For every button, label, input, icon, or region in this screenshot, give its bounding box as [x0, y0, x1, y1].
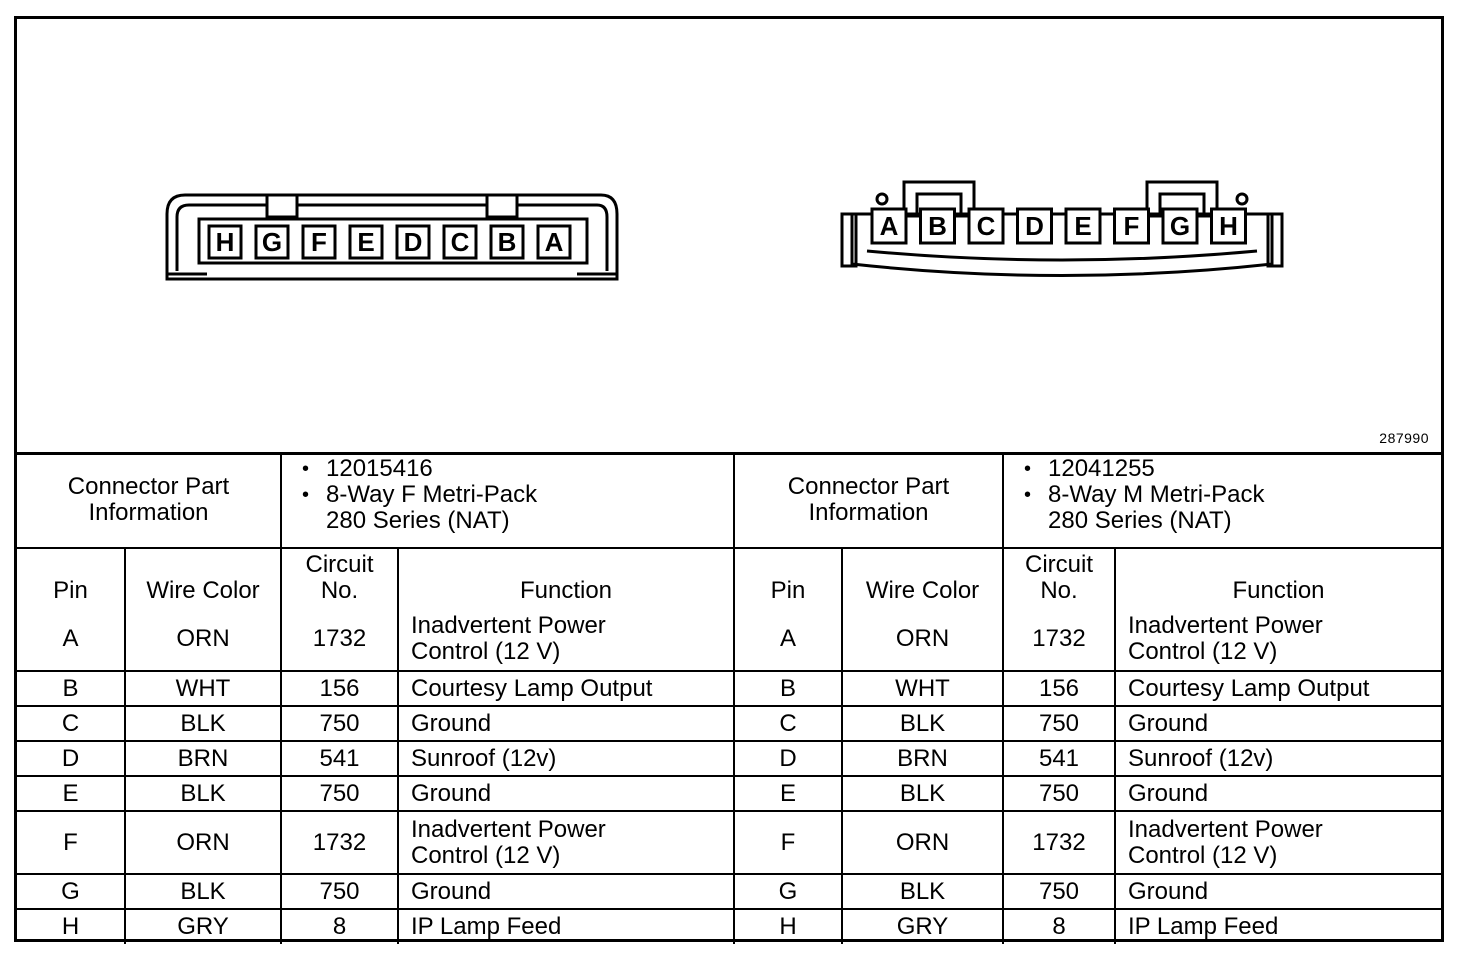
wire-color-cell: BLK: [842, 874, 1003, 909]
male-pin-label: B: [928, 211, 947, 241]
circuit-cell: 1732: [1003, 811, 1115, 874]
male-connector-shell: [852, 214, 1272, 276]
function-line1: Sunroof (12v): [411, 744, 557, 772]
pin-cell: B: [17, 671, 125, 706]
connector-drawing-area: [17, 19, 1441, 455]
male-bottom-contour: [867, 251, 1257, 260]
function-cell: [1115, 706, 1441, 741]
pin-cell: A: [734, 608, 842, 671]
pin-cell: F: [734, 811, 842, 874]
table-row: [17, 811, 1441, 874]
header-circuit-line1: Circuit: [305, 551, 374, 578]
function-cell: [398, 706, 734, 741]
connector-diagram-frame: [14, 16, 1444, 942]
function-cell: [1115, 776, 1441, 811]
function-line2: Control (12 V): [411, 638, 561, 665]
header-function: Function: [398, 548, 734, 608]
female-pin-label: H: [215, 227, 235, 257]
header-circuit-no: [1003, 548, 1115, 608]
wire-color-cell: BRN: [842, 741, 1003, 776]
function-line1: Courtesy Lamp Output: [411, 674, 653, 702]
pin-cell: C: [734, 706, 842, 741]
header-circuit-line1: Circuit: [1024, 551, 1093, 578]
header-function: Function: [1115, 548, 1441, 608]
male-rivet-left: [877, 194, 887, 204]
function-cell: [398, 741, 734, 776]
circuit-cell: 750: [281, 706, 398, 741]
circuit-cell: 156: [281, 671, 398, 706]
function-line1: Ground: [411, 779, 492, 807]
circuit-cell: 750: [1003, 874, 1115, 909]
male-rivet-right: [1237, 194, 1247, 204]
function-cell: [1115, 874, 1441, 909]
header-wire-color: Wire Color: [842, 548, 1003, 608]
wire-color-cell: ORN: [842, 811, 1003, 874]
function-line1: IP Lamp Feed: [411, 913, 562, 940]
left-part-number: • 12015416: [326, 456, 733, 482]
wire-color-cell: GRY: [125, 909, 281, 944]
function-cell: [398, 608, 734, 671]
right-description-line1: 8-Way M Metri-Pack: [1048, 481, 1265, 508]
function-line2: Control (12 V): [1128, 841, 1278, 869]
function-line2: Control (12 V): [411, 841, 561, 869]
circuit-cell: 541: [1003, 741, 1115, 776]
function-cell: [1115, 811, 1441, 874]
pinout-table: [17, 452, 1441, 944]
left-info-label-text: Connector Part Information: [67, 472, 230, 526]
wire-color-cell: BLK: [125, 874, 281, 909]
pinout-rows: [17, 608, 1441, 944]
function-cell: [1115, 909, 1441, 944]
function-line1: Sunroof (12v): [1128, 744, 1274, 772]
pin-cell: E: [734, 776, 842, 811]
male-end-right: [1268, 214, 1282, 266]
female-pin-label: E: [357, 227, 375, 257]
left-part-description: [326, 482, 733, 534]
pin-cell: G: [17, 874, 125, 909]
male-pin-label: C: [976, 211, 996, 241]
function-line1: Ground: [411, 877, 492, 905]
pin-cell: F: [17, 811, 125, 874]
header-circuit-line2: No.: [320, 577, 359, 604]
circuit-cell: 750: [1003, 706, 1115, 741]
table-row: [17, 874, 1441, 909]
male-pin-label: E: [1074, 211, 1092, 241]
female-latch-right: [487, 195, 517, 217]
function-line1: Inadvertent Power: [1128, 612, 1323, 639]
pin-cell: D: [734, 741, 842, 776]
table-row: [17, 741, 1441, 776]
circuit-cell: 8: [1003, 909, 1115, 944]
function-line1: IP Lamp Feed: [1128, 913, 1279, 940]
wire-color-cell: BLK: [125, 776, 281, 811]
right-description-line2: 280 Series (NAT): [1048, 507, 1232, 534]
function-cell: [398, 671, 734, 706]
pin-cell: D: [17, 741, 125, 776]
wire-color-cell: BRN: [125, 741, 281, 776]
left-info-label: [17, 452, 281, 548]
male-pin-label: A: [879, 211, 899, 241]
wire-color-cell: ORN: [125, 608, 281, 671]
wire-color-cell: WHT: [125, 671, 281, 706]
connector-info-row: [17, 452, 1441, 548]
table-row: [17, 671, 1441, 706]
header-pin: Pin: [734, 548, 842, 608]
function-line1: Inadvertent Power: [411, 815, 606, 843]
function-cell: [1115, 608, 1441, 671]
function-cell: [398, 776, 734, 811]
female-pin-label: G: [261, 227, 283, 257]
function-line1: Ground: [1128, 709, 1209, 737]
female-latch-left: [267, 195, 297, 217]
male-pin-label: D: [1025, 211, 1044, 241]
header-circuit-no: [281, 548, 398, 608]
function-cell: [1115, 741, 1441, 776]
column-header-row: [17, 548, 1441, 608]
right-info-label: [734, 452, 1003, 548]
right-part-info: [1003, 452, 1441, 548]
pin-cell: B: [734, 671, 842, 706]
function-cell: [398, 874, 734, 909]
pin-cell: C: [17, 706, 125, 741]
table-row: [17, 909, 1441, 944]
right-part-number: • 12041255: [1048, 456, 1441, 482]
wire-color-cell: BLK: [842, 706, 1003, 741]
right-part-description: [1048, 482, 1441, 534]
function-cell: [398, 811, 734, 874]
left-description-line1: 8-Way F Metri-Pack: [326, 481, 538, 508]
pin-cell: E: [17, 776, 125, 811]
wire-color-cell: ORN: [125, 811, 281, 874]
wire-color-cell: WHT: [842, 671, 1003, 706]
pin-cell: H: [734, 909, 842, 944]
wire-color-cell: BLK: [842, 776, 1003, 811]
header-pin: Pin: [17, 548, 125, 608]
connector-drawing: [17, 19, 1441, 452]
function-line1: Ground: [1128, 877, 1209, 905]
wire-color-cell: GRY: [842, 909, 1003, 944]
left-description-line2: 280 Series (NAT): [326, 507, 510, 534]
right-info-label-text: Connector Part Information: [787, 472, 950, 526]
male-pin-label: G: [1169, 211, 1191, 241]
table-row: [17, 706, 1441, 741]
table-row: [17, 776, 1441, 811]
pin-cell: H: [17, 909, 125, 944]
wire-color-cell: BLK: [125, 706, 281, 741]
circuit-cell: 541: [281, 741, 398, 776]
circuit-cell: 750: [1003, 776, 1115, 811]
header-circuit-line2: No.: [1040, 577, 1078, 604]
circuit-cell: 1732: [281, 811, 398, 874]
circuit-cell: 8: [281, 909, 398, 944]
table-row: [17, 608, 1441, 671]
function-cell: [1115, 671, 1441, 706]
male-pin-label: H: [1219, 211, 1238, 241]
figure-id: 287990: [1379, 430, 1429, 446]
left-part-info: [281, 452, 734, 548]
female-pin-label: B: [497, 227, 517, 257]
circuit-cell: 750: [281, 776, 398, 811]
circuit-cell: 1732: [1003, 608, 1115, 671]
pin-cell: A: [17, 608, 125, 671]
function-line1: Inadvertent Power: [1128, 815, 1323, 843]
circuit-cell: 1732: [281, 608, 398, 671]
male-pin-label: F: [1123, 211, 1140, 241]
female-pin-label: F: [311, 227, 327, 257]
function-line2: Control (12 V): [1128, 638, 1278, 665]
function-line1: Inadvertent Power: [411, 612, 606, 639]
header-wire-color: Wire Color: [125, 548, 281, 608]
function-line1: Courtesy Lamp Output: [1128, 674, 1370, 702]
female-pin-label: A: [544, 227, 564, 257]
female-pin-row: [209, 226, 570, 258]
function-cell: [398, 909, 734, 944]
function-line1: Ground: [411, 709, 492, 737]
female-pin-label: D: [403, 227, 423, 257]
function-line1: Ground: [1128, 779, 1209, 807]
pin-cell: G: [734, 874, 842, 909]
female-pin-label: C: [450, 227, 470, 257]
wire-color-cell: ORN: [842, 608, 1003, 671]
male-end-left: [842, 214, 856, 266]
circuit-cell: 750: [281, 874, 398, 909]
circuit-cell: 156: [1003, 671, 1115, 706]
